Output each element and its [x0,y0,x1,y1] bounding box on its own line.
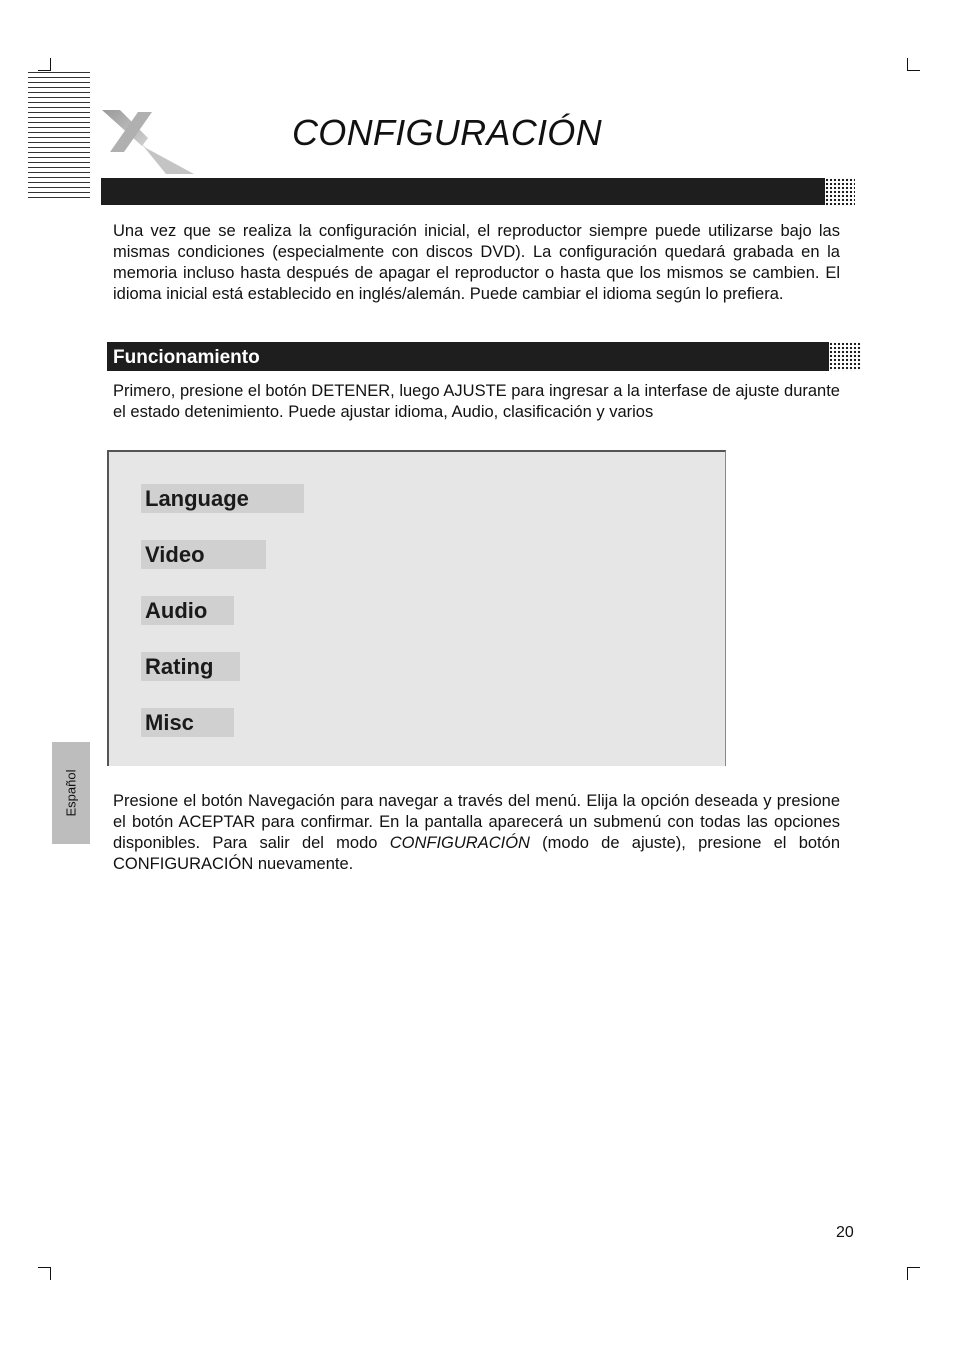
brand-x-logo-icon [96,108,196,176]
menu-item-language: Language [141,484,304,513]
page-number: 20 [836,1224,854,1241]
section-heading: Funcionamiento [113,347,260,368]
crop-mark-top-right [907,58,920,71]
menu-item-audio: Audio [141,596,234,625]
closing-text-part2: (modo de ajuste), presione el botón CONFIGURACIÓN nuevamente. [113,834,840,873]
crop-mark-bottom-right [907,1267,920,1280]
section-paragraph: Primero, presione el botón DETENER, luego AJUSTE para ingresar a la interfase de ajuste durante el estado detenimiento. Puede ajustar idioma, Audio, clasificación y varios [113,382,840,421]
page-title: CONFIGURACIÓN [292,112,602,153]
language-side-tab-label: Español [63,769,79,817]
section-heading-dots [825,342,861,371]
menu-item-rating: Rating [141,652,240,681]
title-bar-dots [821,178,855,205]
closing-paragraph [113,791,840,875]
menu-item-misc: Misc [141,708,234,737]
closing-text-italic: CONFIGURACIÓN [389,834,530,852]
closing-text-part1: Presione el botón Navegación para navegar a través del menú. Elija la opción deseada y presione el botón ACEPTAR para confirmar. En la pantalla aparecerá un submenú con todas las opciones disponibles. Para salir del modo [113,792,840,852]
crop-mark-top-left [38,58,51,71]
intro-paragraph: Una vez que se realiza la configuración inicial, el reproductor siempre puede utilizarse bajo las mismas condiciones (especialmente con discos DVD). La configuración quedará grabada en la memoria incluso hasta después de apagar el reproductor o hasta que los mismos se cambien. El idioma inicial está establecido en inglés/alemán. Puede cambiar el idioma según lo prefiera. [113,222,840,303]
header-stripes [28,72,90,200]
title-bar [101,178,825,205]
language-side-tab [52,742,90,844]
crop-mark-bottom-left [38,1267,51,1280]
setup-menu-screenshot [107,450,726,766]
menu-item-video: Video [141,540,266,569]
